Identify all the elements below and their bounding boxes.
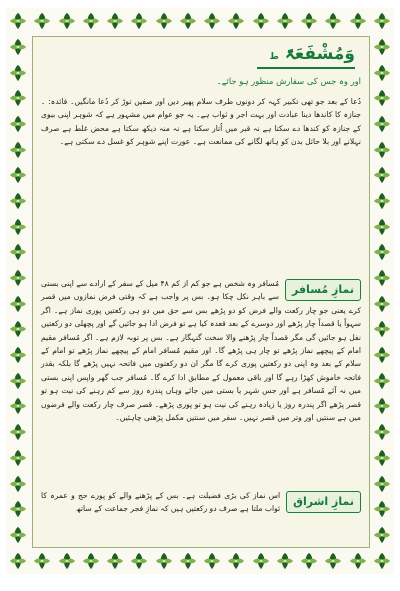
leaf-icon	[9, 12, 27, 30]
leaf-icon	[106, 552, 124, 570]
leaf-icon	[373, 115, 391, 133]
leaf-icon	[58, 552, 76, 570]
title-underline	[257, 67, 355, 69]
paragraph-funeral: دُعا کے بعد جو تھی تکبیر کہہ کر دونوں طرف سلام پھیر دیں اور صفیں توڑ کر دُعا مانگیں۔ فائدہ: ۔ جنازہ کا کاندھا دینا عبادت اور بہت اجر و ثواب ہے۔ یہ جو عوام میں مشہور ہے کہ شوہر اپنی بیوی کے جنازہ کو کندھا دے سکتا ہے نہ قبر میں اُتار سکتا ہے نہ منہ دیکھ سکتا ہے محض غلط ہے صرف نہلانے اور بلا حائل بدن کو ہاتھ لگانے کی ممانعت ہے۔ عورت اپنے شوہر کو غسل دے سکتی ہے۔	[41, 97, 361, 147]
leaf-icon	[373, 38, 391, 56]
section-title	[269, 43, 355, 64]
leaf-icon	[9, 38, 27, 56]
leaf-icon	[82, 552, 100, 570]
page	[6, 8, 394, 574]
leaf-icon	[276, 12, 294, 30]
leaf-icon	[252, 552, 270, 570]
leaf-icon	[155, 12, 173, 30]
leaf-icon	[130, 552, 148, 570]
leaf-icon	[58, 12, 76, 30]
leaf-icon	[9, 346, 27, 364]
leaf-icon	[9, 397, 27, 415]
leaf-icon	[373, 269, 391, 287]
leaf-border-top	[6, 8, 394, 34]
leaf-icon	[33, 552, 51, 570]
leaf-icon	[373, 346, 391, 364]
leaf-icon	[373, 166, 391, 184]
leaf-icon	[373, 500, 391, 518]
heading-namaz-ishraq: نمازِ اشراق	[286, 491, 361, 513]
leaf-icon	[9, 243, 27, 261]
leaf-icon	[252, 12, 270, 30]
leaf-icon	[373, 397, 391, 415]
leaf-icon	[300, 12, 318, 30]
leaf-icon	[9, 320, 27, 338]
leaf-icon	[203, 12, 221, 30]
leaf-icon	[9, 372, 27, 390]
leaf-icon	[373, 89, 391, 107]
leaf-icon	[373, 12, 391, 30]
leaf-icon	[373, 243, 391, 261]
leaf-icon	[373, 192, 391, 210]
leaf-icon	[373, 320, 391, 338]
paragraph-ishraq-prayer	[41, 489, 361, 516]
leaf-icon	[227, 552, 245, 570]
leaf-icon	[106, 12, 124, 30]
leaf-icon	[33, 12, 51, 30]
leaf-icon	[9, 552, 27, 570]
leaf-icon	[373, 218, 391, 236]
leaf-icon	[373, 372, 391, 390]
leaf-icon	[324, 552, 342, 570]
leaf-border-bottom	[6, 548, 394, 574]
section-subtitle: اور وہ جس کی سفارش منظور ہو جائے۔	[216, 76, 361, 86]
leaf-icon	[155, 552, 173, 570]
leaf-icon	[9, 64, 27, 82]
text-panel	[32, 36, 370, 548]
leaf-icon	[9, 295, 27, 313]
leaf-icon	[9, 141, 27, 159]
leaf-icon	[373, 552, 391, 570]
leaf-icon	[9, 166, 27, 184]
leaf-icon	[227, 12, 245, 30]
section-title-text: وَمُشْفَعَۃً	[284, 44, 355, 64]
leaf-icon	[373, 475, 391, 493]
leaf-border-left	[6, 34, 30, 548]
leaf-icon	[373, 64, 391, 82]
paragraph-travel-prayer-text: مُسافر وہ شخص ہے جو کم از کم ۴۸ میل کے سفر کے ارادے سے اپنی بستی سے باہر نکل چکا ہو۔ بس پر واجب ہے کہ وقتی فرض نمازوں میں قصر کرے یعنی جو چار رکعت والے فرض کو دو پڑھے بس سے حق میں دو ہی رکعتیں پوری نماز ہے۔ اگر سہواً یا قصداً چار پڑھے اور دوسرے کے بعد قعدہ کیا ہے تو فرض ادا ہو جائیں گے اور پچھلی دو رکعتیں نفل ہو جائیں گی مگر قصداً چار پڑھنے والا سخت گنہگار ہے۔ بس پر توبہ لازم ہے۔ اگر مُسافر مقیم امام کے پیچھے نماز پڑھے تو چار ہی پڑھے گا۔ اور مقیم مُسافر امام کے پیچھے نماز پڑھے تو امام کے سلام کے بعد وہ اپنی دو رکعتیں پوری کرے گا مگر ان دو رکعتوں میں فاتحہ نہیں پڑھے گا بلکہ بقدر فاتحہ خاموش کھڑا رہے گا اور باقی معمول کے مطابق ادا کرے گا۔ مُسافر جب گھر واپس اپنی بستی میں نہ آئے مُسافر ہے اور جس شہر یا بستی میں جائے وہاں پندرہ روز سے کم رہنے کی نیت ہو تو قصر پڑھے اگر پندرہ روز یا زیادہ رہنے کی نیت ہو تو پوری پڑھے۔ قصر صرف چار رکعت والے فرضوں میں ہے سنتیں اور وتر میں قصر نہیں۔ سفر میں سنتیں مکمل پڑھنی چاہئیں۔	[41, 279, 361, 423]
leaf-icon	[179, 552, 197, 570]
leaf-icon	[373, 526, 391, 544]
leaf-icon	[9, 192, 27, 210]
leaf-border-right	[370, 34, 394, 548]
leaf-icon	[9, 269, 27, 287]
leaf-icon	[324, 12, 342, 30]
leaf-icon	[373, 423, 391, 441]
leaf-icon	[373, 141, 391, 159]
paragraph-travel-prayer	[41, 277, 361, 424]
leaf-icon	[82, 12, 100, 30]
leaf-icon	[203, 552, 221, 570]
leaf-icon	[276, 552, 294, 570]
leaf-icon	[9, 449, 27, 467]
leaf-icon	[9, 218, 27, 236]
leaf-icon	[9, 423, 27, 441]
leaf-icon	[9, 475, 27, 493]
leaf-icon	[9, 89, 27, 107]
leaf-icon	[130, 12, 148, 30]
heading-namaz-musafir: نمازِ مُسافر	[285, 279, 361, 301]
leaf-icon	[373, 449, 391, 467]
leaf-icon	[373, 295, 391, 313]
leaf-icon	[9, 500, 27, 518]
leaf-icon	[349, 12, 367, 30]
leaf-icon	[179, 12, 197, 30]
leaf-icon	[9, 526, 27, 544]
leaf-icon	[349, 552, 367, 570]
leaf-icon	[300, 552, 318, 570]
section-title-note: ط	[269, 52, 279, 62]
paragraph-ishraq-prayer-text: اس نماز کی بڑی فضیلت ہے۔ بس کے پڑھنے والے کو پورے حج و عمرہ کا ثواب ملتا ہے صرف دو رکعتیں ہیں کہ نمازِ فجر جماعت کے ساتھ	[41, 491, 281, 514]
leaf-icon	[9, 115, 27, 133]
